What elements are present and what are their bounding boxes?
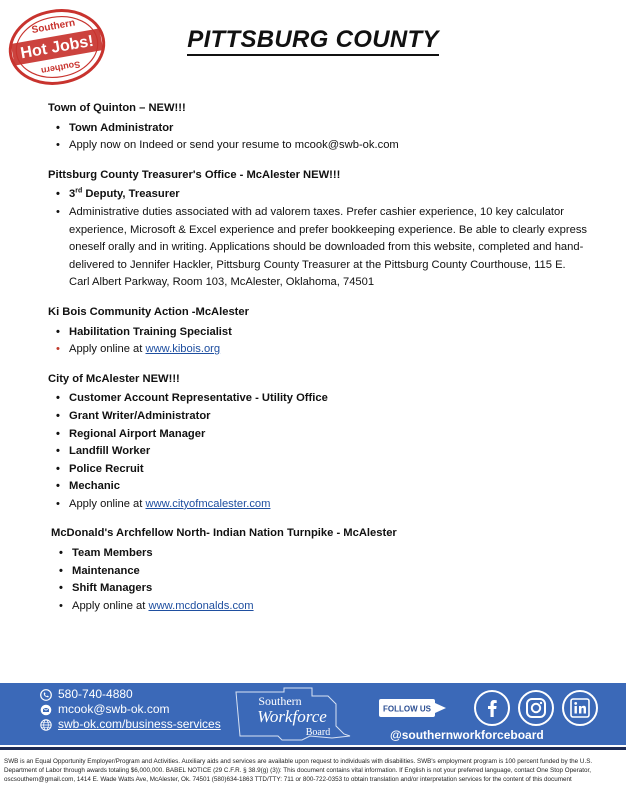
job-listings [48,100,588,627]
logo-line3: Board [305,727,331,738]
phone-row [40,687,221,702]
facebook-icon[interactable] [474,690,510,726]
stamp-bottom-text: Southern [40,59,81,77]
section-mcalester [48,371,588,514]
section-mcdonalds [48,525,588,615]
footer-divider [0,747,626,750]
job-description: • Administrative duties associated with ad valorem taxes. Prefer cashier experience, 10 key calculator experience, Microsoft & Excel experience and prefer bookkeeping experience. Be able to clearly express oneself orally and in writing. Applications should be downloaded from this website, completed and hand-delivered to Jennifer Hackler, Pittsburg County Treasurer at the Pittsburg County Courthouse, 115 E. Carl Albert Parkway, Room 103, McAlester, Oklahoma, 74501 [56,204,588,292]
swb-logo [232,686,354,742]
job-item: • Grant Writer/Administrator [56,408,588,426]
logo-line1: Southern [258,694,302,708]
logo-line2: Workforce [257,707,327,726]
job-item: • 3rd Deputy, Treasurer [56,186,588,204]
section-heading: McDonald's Archfellow North- Indian Nation Turnpike - McAlester [51,527,397,540]
apply-instructions: • Apply now on Indeed or send your resume to mcook@swb-ok.com [56,137,588,155]
kibois-link[interactable]: www.kibois.org [145,343,221,356]
job-item: • Town Administrator [56,120,588,138]
page-title: PITTSBURG COUNTY [0,26,626,54]
email-address[interactable]: mcook@swb-ok.com [58,702,170,716]
apply-line: • Apply online at www.kibois.org [56,341,588,359]
website-row [40,717,221,732]
job-item: • Landfill Worker [56,443,588,461]
email-icon [40,704,52,716]
stamp-top-text: Southern [30,17,77,37]
stamp-main-text: Hot Jobs! [19,32,95,63]
section-heading: City of McAlester NEW!!! [48,372,180,385]
instagram-icon[interactable] [518,690,554,726]
globe-icon [40,719,52,731]
apply-line: • Apply online at www.cityofmcalester.com [56,496,588,514]
section-treasurer [48,167,588,292]
section-heading: Pittsburg County Treasurer's Office - McAlester NEW!!! [48,168,341,181]
job-item: • Regional Airport Manager [56,426,588,444]
email-row [40,702,221,717]
phone-number[interactable]: 580-740-4880 [58,687,133,701]
follow-label: FOLLOW US [383,704,431,714]
contact-info [40,687,221,732]
job-item: • Maintenance [59,563,588,581]
section-quinton [48,100,588,155]
linkedin-icon[interactable] [562,690,598,726]
job-item: • Shift Managers [59,580,588,598]
mcdonalds-link[interactable]: www.mcdonalds.com [148,599,254,612]
cityofmcalester-link[interactable]: www.cityofmcalester.com [145,497,271,510]
apply-line: • Apply online at www.mcdonalds.com [59,598,588,616]
job-item: • Mechanic [56,478,588,496]
section-kibois [48,304,588,359]
job-item: • Customer Account Representative - Utility Office [56,390,588,408]
follow-us-badge [378,697,448,719]
social-handle[interactable]: @southernworkforceboard [390,728,544,742]
phone-icon [40,689,52,701]
section-heading: Ki Bois Community Action -McAlester [48,305,249,318]
disclaimer-text: SWB is an Equal Opportunity Employer/Program and Activities. Auxiliary aids and services are available upon request to individuals with disabilities. SWB's employment program is 100 percent funded by the U.S. Department of Labor through awards totaling $6,000,000. BABEL NOTICE (29 C.F.R. § 38.9(g) (3)): This document contains vital information. If English is not your preferred language, contact One Stop Operator, oscsouthern@gmail.com, 1414 E. Wade Watts Ave, McAlester, Ok. 74501 (580)634-1863 TTD/TTY: 711 or 800-722-0353 to obtain translation and/or interpretation services for the content of this document [4,758,593,783]
job-item: • Police Recruit [56,461,588,479]
website-link[interactable]: swb-ok.com/business-services [58,717,221,731]
section-heading: Town of Quinton – NEW!!! [48,102,186,114]
job-item: • Habilitation Training Specialist [56,324,588,342]
job-item: • Team Members [59,545,588,563]
